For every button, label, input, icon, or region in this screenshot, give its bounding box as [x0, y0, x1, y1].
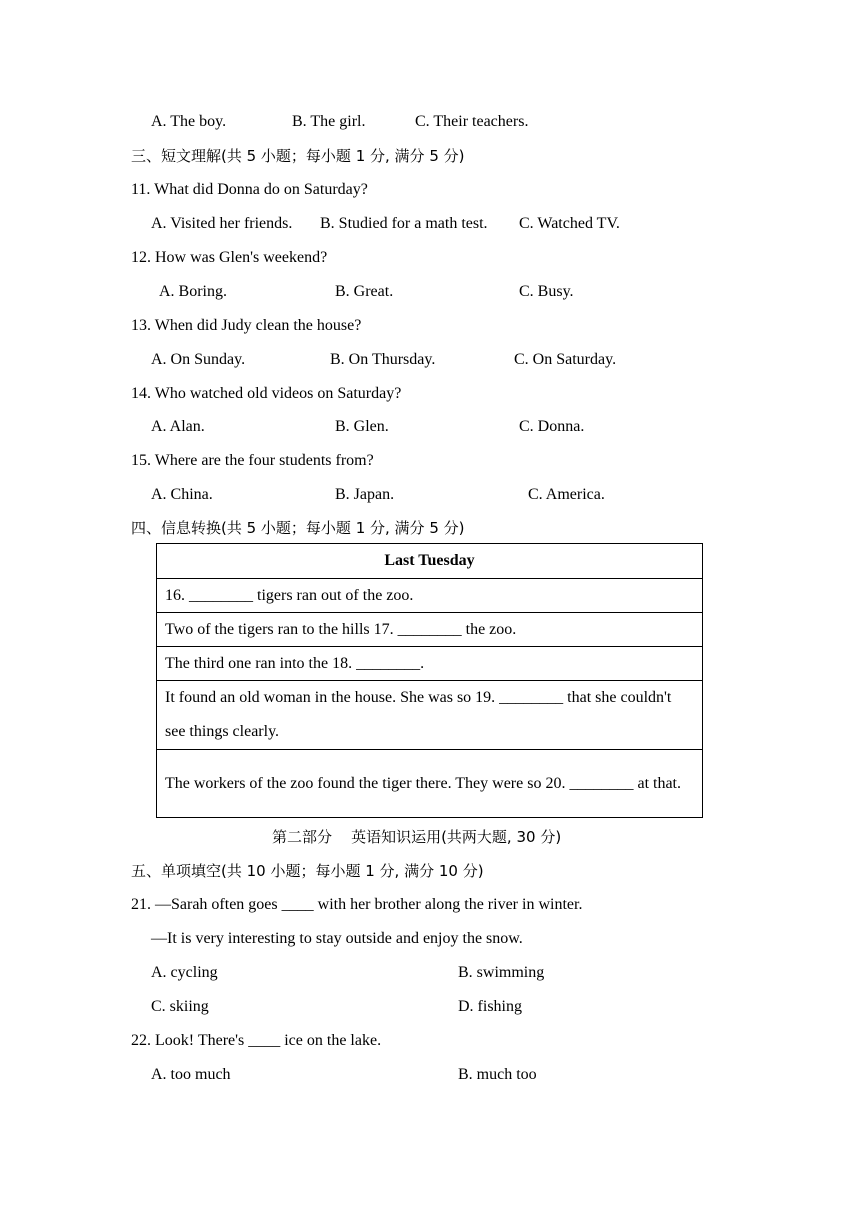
part2-title: 第二部分 英语知识运用(共两大题, 30 分): [272, 828, 562, 846]
q11-option-a: A. Visited her friends.: [151, 215, 293, 232]
q12-option-c: C. Busy.: [519, 283, 574, 300]
q22-option-b: B. much too: [458, 1066, 537, 1083]
q21-option-c: C. skiing: [151, 998, 209, 1015]
table-row: [157, 750, 703, 818]
table-cell-18: The third one ran into the 18. ________.: [157, 647, 703, 681]
q14-question: 14. Who watched old videos on Saturday?: [131, 385, 402, 402]
section3-title: 三、短文理解(共 5 小题；每小题 1 分, 满分 5 分): [131, 147, 465, 165]
q10-option-b: B. The girl.: [292, 113, 366, 130]
table-row: [157, 613, 703, 647]
q22-option-a: A. too much: [151, 1066, 231, 1083]
q13-option-b: B. On Thursday.: [330, 351, 436, 368]
q13-question: 13. When did Judy clean the house?: [131, 317, 362, 334]
table-row: [157, 544, 703, 579]
section4-title: 四、信息转换(共 5 小题；每小题 1 分, 满分 5 分): [131, 519, 465, 537]
q11-option-c: C. Watched TV.: [519, 215, 620, 232]
table-cell-16: 16. ________ tigers ran out of the zoo.: [157, 579, 703, 613]
q11-question: 11. What did Donna do on Saturday?: [131, 181, 368, 198]
table-cell-19: It found an old woman in the house. She was so 19. ________ that she couldn't see things clearly.: [157, 681, 703, 750]
q21-option-a: A. cycling: [151, 964, 218, 981]
q10-option-c: C. Their teachers.: [415, 113, 529, 130]
q21-dialogue: —It is very interesting to stay outside and enjoy the snow.: [151, 930, 523, 947]
section5-title: 五、单项填空(共 10 小题；每小题 1 分, 满分 10 分): [131, 862, 484, 880]
table-cell-20: The workers of the zoo found the tiger there. They were so 20. ________ at that.: [157, 750, 703, 818]
q13-option-c: C. On Saturday.: [514, 351, 617, 368]
table-cell-17: Two of the tigers ran to the hills 17. ________ the zoo.: [157, 613, 703, 647]
info-table: [156, 543, 703, 818]
q14-option-a: A. Alan.: [151, 418, 205, 435]
q12-question: 12. How was Glen's weekend?: [131, 249, 328, 266]
q14-option-b: B. Glen.: [335, 418, 389, 435]
table-row: [157, 579, 703, 613]
q13-option-a: A. On Sunday.: [151, 351, 246, 368]
q15-option-a: A. China.: [151, 486, 213, 503]
table-row: [157, 681, 703, 750]
q21-option-d: D. fishing: [458, 998, 522, 1015]
q22-question: 22. Look! There's ____ ice on the lake.: [131, 1032, 382, 1049]
table-row: [157, 647, 703, 681]
q21-option-b: B. swimming: [458, 964, 545, 981]
q15-option-b: B. Japan.: [335, 486, 395, 503]
q11-option-b: B. Studied for a math test.: [320, 215, 488, 232]
q15-option-c: C. America.: [528, 486, 605, 503]
q21-question: 21. —Sarah often goes ____ with her brother along the river in winter.: [131, 896, 583, 913]
q14-option-c: C. Donna.: [519, 418, 585, 435]
table-header: Last Tuesday: [157, 544, 703, 579]
q12-option-a: A. Boring.: [159, 283, 227, 300]
q10-option-a: A. The boy.: [151, 113, 227, 130]
q15-question: 15. Where are the four students from?: [131, 452, 374, 469]
q12-option-b: B. Great.: [335, 283, 394, 300]
